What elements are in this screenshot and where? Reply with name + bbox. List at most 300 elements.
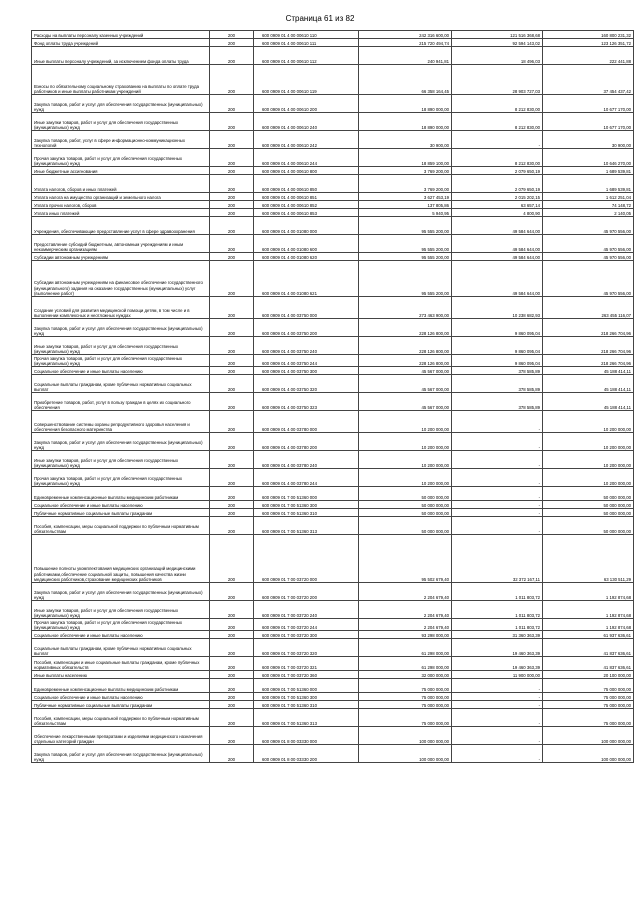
table-row (32, 113, 634, 131)
cell-classification-code: 600 0909 01 4 00 00610 240 (254, 113, 359, 131)
cell-approved-amount: 240 941,81 (359, 47, 452, 65)
cell-remaining-amount: 45 188 414,11 (543, 375, 634, 393)
table-row (32, 47, 634, 65)
cell-line-code: 200 (210, 671, 254, 679)
cell-remaining-amount: 75 000 000,00 (543, 701, 634, 709)
cell-remaining-amount: 75 000 000,00 (543, 709, 634, 727)
cell-classification-code: 600 0909 01 4 00 03750 323 (254, 393, 359, 411)
cell-line-code: 200 (210, 745, 254, 763)
cell-approved-amount: 45 567 000,00 (359, 393, 452, 411)
cell-remaining-amount: 50 000 000,00 (543, 509, 634, 517)
table-row (32, 619, 634, 631)
cell-approved-amount: 2 204 679,40 (359, 619, 452, 631)
cell-executed-amount: 4 800,90 (452, 209, 543, 217)
cell-approved-amount: 18 890 000,00 (359, 95, 452, 113)
cell-classification-code: 600 0909 01 8 00 03330 200 (254, 745, 359, 763)
cell-name: Уплата прочих налогов, сборов (32, 201, 210, 209)
cell-name: Закупка товаров, работ и услуг для обеспечения государственных (муниципальных) нужд (32, 745, 210, 763)
table-body (32, 31, 634, 763)
cell-remaining-amount: 2 140,05 (543, 209, 634, 217)
cell-remaining-amount: 20 100 000,00 (543, 671, 634, 679)
cell-line-code: 200 (210, 501, 254, 509)
cell-approved-amount: 93 298 000,00 (359, 631, 452, 639)
cell-name: Иные выплаты населению (32, 671, 210, 679)
cell-name: Прочая закупка товаров, работ и услуг для обеспечения государственных (муниципальных) нужд (32, 149, 210, 167)
cell-name: Социальное обеспечение и иные выплаты населению (32, 693, 210, 701)
cell-line-code: 200 (210, 367, 254, 375)
cell-remaining-amount: 45 188 414,11 (543, 367, 634, 375)
cell-line-code: 200 (210, 709, 254, 727)
table-row (32, 95, 634, 113)
table-row (32, 201, 634, 209)
cell-remaining-amount: 75 000 000,00 (543, 679, 634, 693)
cell-classification-code: 600 0909 01 4 00 03750 200 (254, 319, 359, 337)
cell-name: Приобретение товаров, работ, услуг в пользу граждан в целях их социального обеспечения (32, 393, 210, 411)
cell-line-code: 200 (210, 297, 254, 319)
table-row (32, 235, 634, 253)
cell-approved-amount: 228 126 800,00 (359, 319, 452, 337)
cell-classification-code: 600 0909 01 4 00 01080 620 (254, 253, 359, 261)
cell-executed-amount: 8 212 830,00 (452, 95, 543, 113)
cell-classification-code: 600 0909 01 7 00 03720 244 (254, 619, 359, 631)
cell-line-code: 200 (210, 355, 254, 367)
cell-classification-code: 600 0909 01 4 00 00610 850 (254, 175, 359, 193)
cell-name: Социальное обеспечение и иные выплаты населению (32, 631, 210, 639)
cell-line-code: 200 (210, 601, 254, 619)
cell-classification-code: 600 0909 01 4 00 03750 320 (254, 375, 359, 393)
cell-line-code: 200 (210, 631, 254, 639)
cell-remaining-amount: 75 000 000,00 (543, 693, 634, 701)
cell-name: Социальное обеспечение и иные выплаты населению (32, 367, 210, 375)
cell-remaining-amount: 100 000 000,00 (543, 727, 634, 745)
table-row (32, 601, 634, 619)
table-row (32, 175, 634, 193)
cell-name: Прочая закупка товаров, работ и услуг для обеспечения государственных (муниципальных) нужд (32, 355, 210, 367)
table-row (32, 297, 634, 319)
cell-line-code: 200 (210, 433, 254, 451)
cell-name: Пособия, компенсации, меры социальной поддержки по публичным нормативным обязательствам (32, 709, 210, 727)
cell-approved-amount: 95 555 200,00 (359, 217, 452, 235)
cell-name: Уплата налогов, сборов и иных платежей (32, 175, 210, 193)
table-row (32, 451, 634, 469)
cell-classification-code: 600 0909 01 7 00 51360 000 (254, 487, 359, 501)
cell-classification-code: 600 0909 01 4 00 01080 621 (254, 261, 359, 297)
cell-remaining-amount: 1 612 251,04 (543, 193, 634, 201)
cell-remaining-amount: 100 000 000,00 (543, 745, 634, 763)
cell-classification-code: 600 0909 01 4 00 00610 110 (254, 31, 359, 39)
cell-line-code: 200 (210, 47, 254, 65)
cell-name: Социальное обеспечение и иные выплаты населению (32, 501, 210, 509)
cell-name: Субсидии автономным учреждениям (32, 253, 210, 261)
cell-line-code: 200 (210, 209, 254, 217)
cell-approved-amount: 50 000 000,00 (359, 517, 452, 535)
table-row (32, 535, 634, 583)
cell-line-code: 200 (210, 253, 254, 261)
cell-remaining-amount: 41 837 636,61 (543, 657, 634, 671)
cell-classification-code: 600 0909 01 8 00 03330 000 (254, 727, 359, 745)
cell-line-code: 200 (210, 487, 254, 501)
cell-executed-amount: 19 460 363,39 (452, 657, 543, 671)
cell-classification-code: 600 0909 01 4 00 00610 119 (254, 65, 359, 95)
cell-approved-amount: 5 940,95 (359, 209, 452, 217)
cell-executed-amount: - (452, 693, 543, 701)
cell-remaining-amount: 63 130 511,29 (543, 535, 634, 583)
cell-name: Закупка товаров, работ и услуг для обеспечения государственных (муниципальных) нужд (32, 433, 210, 451)
cell-line-code: 200 (210, 411, 254, 433)
cell-name: Расходы на выплаты персоналу казенных учреждений (32, 31, 210, 39)
cell-executed-amount: - (452, 679, 543, 693)
cell-line-code: 200 (210, 701, 254, 709)
cell-approved-amount: 3 769 200,00 (359, 167, 452, 175)
cell-name: Пособия, компенсации и иные социальные выплаты гражданам, кроме публичных нормативных обязательств (32, 657, 210, 671)
table-row (32, 65, 634, 95)
cell-executed-amount: 1 011 803,72 (452, 583, 543, 601)
cell-executed-amount: 49 584 644,00 (452, 217, 543, 235)
cell-remaining-amount: 1 192 874,68 (543, 583, 634, 601)
cell-remaining-amount: 1 192 874,68 (543, 619, 634, 631)
cell-approved-amount: 100 000 000,00 (359, 727, 452, 745)
cell-remaining-amount: 218 266 704,96 (543, 319, 634, 337)
cell-executed-amount: 1 011 803,72 (452, 601, 543, 619)
cell-line-code: 200 (210, 583, 254, 601)
cell-executed-amount: - (452, 433, 543, 451)
cell-line-code: 200 (210, 193, 254, 201)
table-row (32, 209, 634, 217)
cell-name: Иные закупки товаров, работ и услуг для обеспечения государственных (муниципальных) нужд (32, 451, 210, 469)
cell-remaining-amount: 50 000 000,00 (543, 487, 634, 501)
cell-name: Закупка товаров, работ и услуг для обеспечения государственных (муниципальных) нужд (32, 583, 210, 601)
cell-approved-amount: 75 000 000,00 (359, 701, 452, 709)
cell-remaining-amount: 74 148,72 (543, 201, 634, 209)
cell-executed-amount: 28 903 727,03 (452, 65, 543, 95)
cell-line-code: 200 (210, 679, 254, 693)
cell-classification-code: 600 0909 01 4 00 03750 240 (254, 337, 359, 355)
cell-remaining-amount: 218 266 704,96 (543, 355, 634, 367)
cell-classification-code: 600 0909 01 7 00 03720 360 (254, 671, 359, 679)
cell-approved-amount: 61 298 000,00 (359, 657, 452, 671)
cell-classification-code: 600 0909 01 4 00 03780 240 (254, 451, 359, 469)
cell-name: Взносы по обязательному социальному страхованию на выплаты по оплате труда работников и иные выплаты работникам учреждений (32, 65, 210, 95)
cell-line-code: 200 (210, 619, 254, 631)
cell-classification-code: 600 0909 01 4 00 03750 244 (254, 355, 359, 367)
cell-line-code: 200 (210, 657, 254, 671)
table-row (32, 709, 634, 727)
cell-name: Иные закупки товаров, работ и услуг для обеспечения государственных (муниципальных) нужд (32, 113, 210, 131)
table-row (32, 671, 634, 679)
cell-approved-amount: 75 000 000,00 (359, 709, 452, 727)
cell-name: Закупка товаров, работ, услуг в сфере информационно-коммуникационных технологий (32, 131, 210, 149)
cell-executed-amount: 49 584 644,00 (452, 261, 543, 297)
cell-remaining-amount: 160 800 231,32 (543, 31, 634, 39)
table-row (32, 355, 634, 367)
cell-line-code: 200 (210, 31, 254, 39)
cell-line-code: 200 (210, 261, 254, 297)
cell-classification-code: 600 0909 01 7 00 51360 310 (254, 509, 359, 517)
cell-approved-amount: 3 769 200,00 (359, 175, 452, 193)
cell-approved-amount: 2 204 679,40 (359, 601, 452, 619)
cell-classification-code: 600 0909 01 4 00 03750 300 (254, 367, 359, 375)
cell-line-code: 200 (210, 639, 254, 657)
cell-approved-amount: 273 463 900,00 (359, 297, 452, 319)
cell-approved-amount: 242 316 600,00 (359, 31, 452, 39)
cell-executed-amount: 1 011 803,72 (452, 619, 543, 631)
cell-name: Уплата налога на имущество организаций и земельного налога (32, 193, 210, 201)
cell-remaining-amount: 10 646 270,00 (543, 149, 634, 167)
table-row (32, 31, 634, 39)
cell-name: Социальные выплаты гражданам, кроме публичных нормативных социальных выплат (32, 639, 210, 657)
table-row (32, 131, 634, 149)
table-row (32, 337, 634, 355)
cell-line-code: 200 (210, 65, 254, 95)
cell-remaining-amount: 30 900,00 (543, 131, 634, 149)
cell-approved-amount: 228 126 800,00 (359, 355, 452, 367)
cell-executed-amount: 378 585,89 (452, 375, 543, 393)
cell-approved-amount: 50 000 000,00 (359, 487, 452, 501)
cell-executed-amount: 9 860 095,04 (452, 337, 543, 355)
cell-remaining-amount: 263 455 116,07 (543, 297, 634, 319)
cell-remaining-amount: 123 126 351,72 (543, 39, 634, 47)
cell-classification-code: 600 0909 01 7 00 51360 313 (254, 709, 359, 727)
cell-executed-amount: - (452, 411, 543, 433)
cell-approved-amount: 215 720 494,74 (359, 39, 452, 47)
cell-approved-amount: 75 000 000,00 (359, 679, 452, 693)
cell-remaining-amount: 1 689 539,81 (543, 175, 634, 193)
cell-name: Прочая закупка товаров, работ и услуг для обеспечения государственных (муниципальных) нужд (32, 469, 210, 487)
table-row (32, 727, 634, 745)
cell-line-code: 200 (210, 131, 254, 149)
cell-remaining-amount: 45 970 556,00 (543, 235, 634, 253)
table-row (32, 253, 634, 261)
cell-line-code: 200 (210, 175, 254, 193)
cell-name: Иные выплаты персоналу учреждений, за исключением фонда оплаты труда (32, 47, 210, 65)
cell-classification-code: 600 0909 01 7 00 03720 321 (254, 657, 359, 671)
cell-approved-amount: 61 298 000,00 (359, 639, 452, 657)
cell-executed-amount: - (452, 727, 543, 745)
cell-approved-amount: 95 555 200,00 (359, 253, 452, 261)
cell-line-code: 200 (210, 337, 254, 355)
cell-classification-code: 600 0909 01 7 00 03720 240 (254, 601, 359, 619)
cell-name: Закупка товаров, работ и услуг для обеспечения государственных (муниципальных) нужд (32, 319, 210, 337)
cell-remaining-amount: 50 000 000,00 (543, 501, 634, 509)
table-row (32, 517, 634, 535)
table-row (32, 631, 634, 639)
table-row (32, 693, 634, 701)
cell-classification-code: 600 0909 01 7 00 51360 300 (254, 501, 359, 509)
cell-executed-amount: 2 015 202,15 (452, 193, 543, 201)
cell-executed-amount: 92 594 143,02 (452, 39, 543, 47)
table-row (32, 745, 634, 763)
cell-remaining-amount: 10 200 000,00 (543, 411, 634, 433)
cell-remaining-amount: 222 441,88 (543, 47, 634, 65)
cell-classification-code: 600 0909 01 4 00 00610 242 (254, 131, 359, 149)
cell-classification-code: 600 0909 01 7 00 03720 320 (254, 639, 359, 657)
cell-line-code: 200 (210, 95, 254, 113)
cell-remaining-amount: 37 454 437,42 (543, 65, 634, 95)
cell-executed-amount: 63 657,14 (452, 201, 543, 209)
cell-executed-amount: - (452, 131, 543, 149)
cell-line-code: 200 (210, 113, 254, 131)
budget-execution-table (31, 30, 634, 763)
table-row (32, 261, 634, 297)
cell-classification-code: 600 0909 01 4 00 03780 000 (254, 411, 359, 433)
cell-line-code: 200 (210, 693, 254, 701)
cell-line-code: 200 (210, 509, 254, 517)
cell-remaining-amount: 41 837 636,61 (543, 639, 634, 657)
cell-approved-amount: 45 567 000,00 (359, 367, 452, 375)
cell-executed-amount: 121 516 368,68 (452, 31, 543, 39)
table-row (32, 375, 634, 393)
cell-line-code: 200 (210, 535, 254, 583)
table-row (32, 39, 634, 47)
cell-approved-amount: 18 859 100,00 (359, 149, 452, 167)
cell-classification-code: 600 0909 01 7 00 03720 300 (254, 631, 359, 639)
table-row (32, 433, 634, 451)
table-row (32, 469, 634, 487)
cell-executed-amount: - (452, 501, 543, 509)
cell-classification-code: 600 0909 01 4 00 00610 851 (254, 193, 359, 201)
cell-classification-code: 600 0909 01 7 00 03720 000 (254, 535, 359, 583)
cell-approved-amount: 50 000 000,00 (359, 509, 452, 517)
table-row (32, 679, 634, 693)
cell-executed-amount: - (452, 745, 543, 763)
cell-classification-code: 600 0909 01 7 00 03720 200 (254, 583, 359, 601)
cell-line-code: 200 (210, 375, 254, 393)
table-row (32, 487, 634, 501)
cell-executed-amount: 10 238 682,93 (452, 297, 543, 319)
cell-classification-code: 600 0909 01 4 00 01080 000 (254, 217, 359, 235)
cell-executed-amount: 49 584 644,00 (452, 235, 543, 253)
table-row (32, 411, 634, 433)
cell-executed-amount: 378 585,89 (452, 367, 543, 375)
cell-executed-amount: 11 900 000,00 (452, 671, 543, 679)
cell-approved-amount: 95 555 200,00 (359, 261, 452, 297)
cell-executed-amount: 9 860 095,04 (452, 319, 543, 337)
cell-approved-amount: 228 126 800,00 (359, 337, 452, 355)
cell-name: Пособия, компенсации, меры социальной поддержки по публичным нормативным обязательствам (32, 517, 210, 535)
cell-classification-code: 600 0909 01 4 00 03780 200 (254, 433, 359, 451)
cell-approved-amount: 66 358 164,45 (359, 65, 452, 95)
cell-line-code: 200 (210, 167, 254, 175)
report-page (31, 30, 633, 763)
cell-classification-code: 600 0909 01 4 00 00610 112 (254, 47, 359, 65)
cell-remaining-amount: 61 937 636,61 (543, 631, 634, 639)
cell-name: Иные закупки товаров, работ и услуг для обеспечения государственных (муниципальных) нужд (32, 337, 210, 355)
cell-approved-amount: 45 567 000,00 (359, 375, 452, 393)
cell-executed-amount: 18 496,03 (452, 47, 543, 65)
cell-executed-amount: 19 460 363,39 (452, 639, 543, 657)
cell-approved-amount: 32 000 000,00 (359, 671, 452, 679)
cell-name: Создание условий для развития медицинской помощи детям, в том числе и в выполнении комплексных и неотложных нуждах (32, 297, 210, 319)
cell-line-code: 200 (210, 727, 254, 745)
cell-classification-code: 600 0909 01 7 00 51360 000 (254, 679, 359, 693)
cell-remaining-amount: 10 200 000,00 (543, 469, 634, 487)
cell-line-code: 200 (210, 517, 254, 535)
cell-name: Предоставление субсидий бюджетным, автономным учреждениям и иным некоммерческим организациям (32, 235, 210, 253)
cell-name: Единовременные компенсационные выплаты медицинским работникам (32, 487, 210, 501)
cell-name: Обеспечение лекарственными препаратами и изделиями медицинского назначения отдельных категорий граждан (32, 727, 210, 745)
cell-remaining-amount: 1 192 874,68 (543, 601, 634, 619)
cell-remaining-amount: 10 200 000,00 (543, 451, 634, 469)
cell-executed-amount: 32 372 167,11 (452, 535, 543, 583)
cell-name: Уплата иных платежей (32, 209, 210, 217)
cell-remaining-amount: 218 266 704,96 (543, 337, 634, 355)
cell-executed-amount: 8 212 830,00 (452, 149, 543, 167)
cell-name: Повышение полноты укомплектования медицинских организаций медицинскими работниками,обеспечение социальной защиты, повышения качества жизни медицинских работников,страхование медицинских работников (32, 535, 210, 583)
cell-classification-code: 600 0909 01 4 00 00610 800 (254, 167, 359, 175)
table-row (32, 193, 634, 201)
cell-classification-code: 600 0909 01 4 00 03780 244 (254, 469, 359, 487)
cell-line-code: 200 (210, 319, 254, 337)
cell-approved-amount: 100 000 000,00 (359, 745, 452, 763)
cell-classification-code: 600 0909 01 7 00 51360 300 (254, 693, 359, 701)
cell-approved-amount: 95 502 679,40 (359, 535, 452, 583)
cell-executed-amount: - (452, 487, 543, 501)
cell-name: Публичные нормативные социальные выплаты гражданам (32, 509, 210, 517)
cell-line-code: 200 (210, 235, 254, 253)
cell-executed-amount: 31 360 363,39 (452, 631, 543, 639)
cell-approved-amount: 10 200 000,00 (359, 433, 452, 451)
table-row (32, 319, 634, 337)
cell-executed-amount: - (452, 451, 543, 469)
cell-classification-code: 600 0909 01 4 00 03750 000 (254, 297, 359, 319)
cell-remaining-amount: 50 000 000,00 (543, 517, 634, 535)
cell-approved-amount: 2 204 679,40 (359, 583, 452, 601)
cell-executed-amount: - (452, 509, 543, 517)
cell-approved-amount: 10 200 000,00 (359, 451, 452, 469)
cell-remaining-amount: 45 970 556,00 (543, 217, 634, 235)
cell-remaining-amount: 10 677 170,00 (543, 95, 634, 113)
cell-name: Публичные нормативные социальные выплаты гражданам (32, 701, 210, 709)
cell-name: Субсидии автономным учреждениям на финансовое обеспечение государственного (муниципального) задания на оказание государственных (муниципальных) услуг (выполнение работ) (32, 261, 210, 297)
table-row (32, 657, 634, 671)
cell-approved-amount: 30 900,00 (359, 131, 452, 149)
cell-remaining-amount: 10 677 170,00 (543, 113, 634, 131)
cell-line-code: 200 (210, 469, 254, 487)
table-row (32, 583, 634, 601)
cell-name: Социальные выплаты гражданам, кроме публичных нормативных социальных выплат (32, 375, 210, 393)
cell-executed-amount: 2 079 650,19 (452, 167, 543, 175)
cell-remaining-amount: 45 970 556,00 (543, 261, 634, 297)
cell-approved-amount: 18 890 000,00 (359, 113, 452, 131)
cell-name: Учреждения, обеспечивающие предоставление услуг в сфере здравоохранения (32, 217, 210, 235)
cell-executed-amount: 9 860 095,04 (452, 355, 543, 367)
cell-name: Закупка товаров, работ и услуг для обеспечения государственных (муниципальных) нужд (32, 95, 210, 113)
cell-remaining-amount: 1 689 539,81 (543, 167, 634, 175)
cell-remaining-amount: 45 188 414,11 (543, 393, 634, 411)
table-row (32, 167, 634, 175)
cell-line-code: 200 (210, 39, 254, 47)
cell-approved-amount: 75 000 000,00 (359, 693, 452, 701)
cell-executed-amount: - (452, 517, 543, 535)
cell-line-code: 200 (210, 393, 254, 411)
cell-approved-amount: 95 555 200,00 (359, 235, 452, 253)
cell-name: Прочая закупка товаров, работ и услуг для обеспечения государственных (муниципальных) нужд (32, 619, 210, 631)
cell-classification-code: 600 0909 01 4 00 00610 111 (254, 39, 359, 47)
table-row (32, 501, 634, 509)
cell-remaining-amount: 10 200 000,00 (543, 433, 634, 451)
table-row (32, 639, 634, 657)
cell-classification-code: 600 0909 01 4 00 00610 200 (254, 95, 359, 113)
cell-approved-amount: 10 200 000,00 (359, 411, 452, 433)
page-title: Страница 61 из 82 (285, 14, 355, 23)
cell-name: Фонд оплаты труда учреждений (32, 39, 210, 47)
table-row (32, 701, 634, 709)
cell-executed-amount: - (452, 709, 543, 727)
cell-classification-code: 600 0909 01 4 00 00610 853 (254, 209, 359, 217)
table-row (32, 367, 634, 375)
cell-classification-code: 600 0909 01 4 00 00610 244 (254, 149, 359, 167)
cell-executed-amount: 378 585,89 (452, 393, 543, 411)
